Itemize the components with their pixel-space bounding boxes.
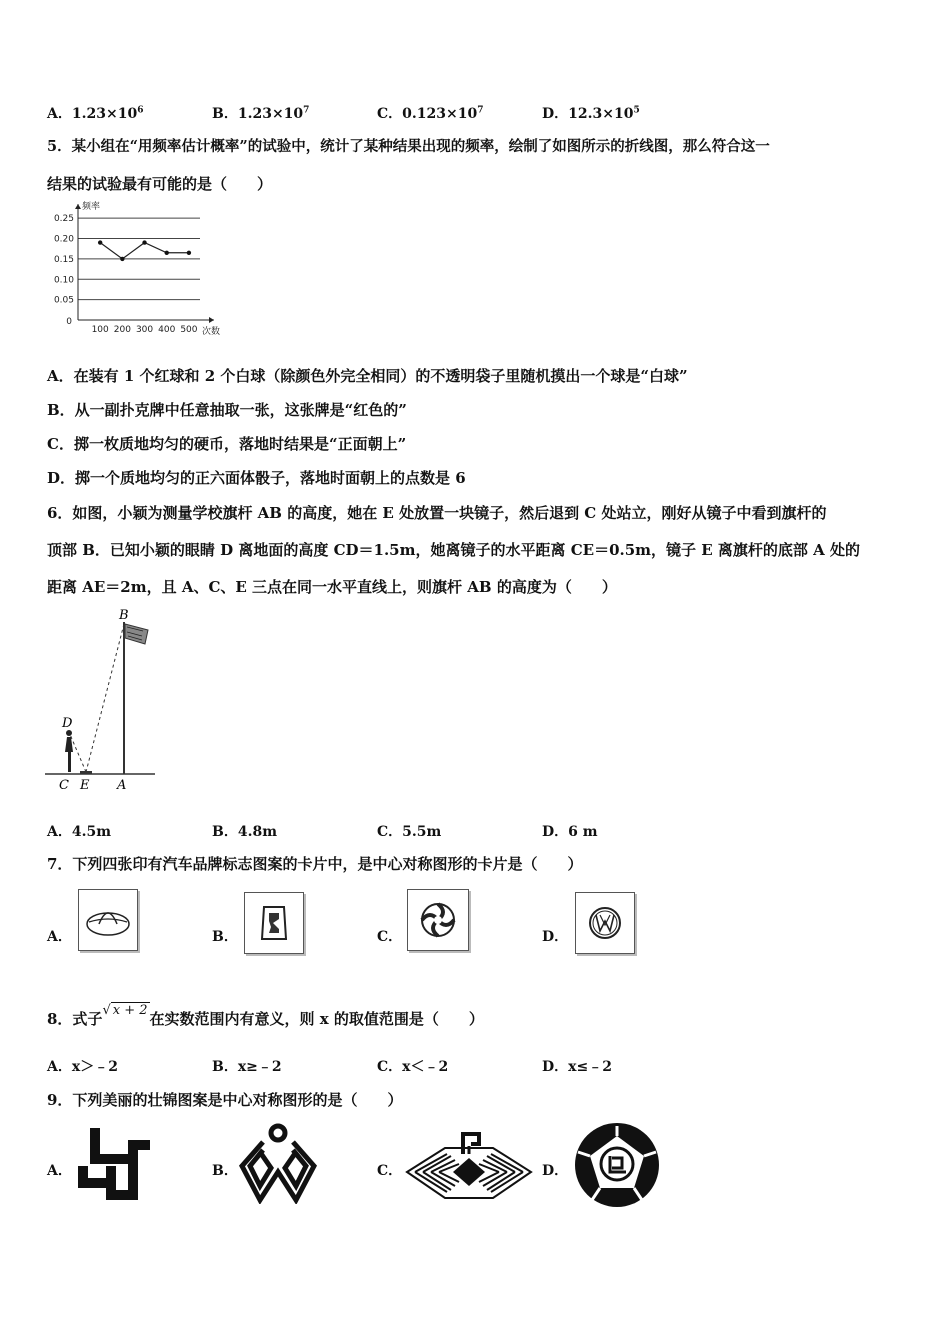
y-tick-label: 0.10 bbox=[53, 275, 74, 286]
q8-radical: √ x + 2 bbox=[102, 1003, 148, 1018]
q6-stem-line3: 距离 AE＝2m，且 A、C、E 三点在同一水平直线上，则旗杆 AB 的高度为（ ） bbox=[47, 578, 617, 596]
x-tick-label: 200 bbox=[113, 325, 131, 335]
data-point bbox=[165, 251, 169, 255]
person-body-icon bbox=[65, 737, 73, 772]
q5-frequency-chart bbox=[40, 200, 230, 340]
q7-stem: 7．下列四张印有汽车品牌标志图案的卡片中，是中心对称图形的卡片是（ ） bbox=[47, 855, 583, 873]
x-tick-label: 400 bbox=[158, 325, 176, 335]
x-axis-label: 次数 bbox=[202, 327, 221, 337]
data-point bbox=[120, 257, 124, 261]
q7-card-c bbox=[407, 889, 469, 951]
q5-stem-line2: 结果的试验最有可能的是（ ） bbox=[47, 175, 273, 193]
origin-label: 0 bbox=[66, 317, 72, 327]
q9-option-c-letter: C． bbox=[377, 1163, 403, 1179]
sight-line-reflected bbox=[86, 624, 124, 772]
y-tick-label: 0.20 bbox=[53, 234, 74, 245]
car-logo-a-icon bbox=[79, 890, 137, 950]
q6-option-c: C．5.5m bbox=[377, 824, 442, 840]
q7-option-c-letter: C． bbox=[377, 929, 403, 945]
data-point bbox=[142, 240, 146, 244]
chart-axes bbox=[75, 204, 214, 323]
q9-option-b-letter: B． bbox=[212, 1163, 238, 1179]
brocade-c-icon bbox=[405, 1124, 533, 1208]
y-tick-label: 0.15 bbox=[53, 254, 74, 265]
brocade-d-icon bbox=[572, 1120, 662, 1210]
x-tick-label: 100 bbox=[91, 325, 109, 335]
q9-option-d-letter: D． bbox=[542, 1163, 569, 1179]
x-tick-label: 500 bbox=[180, 325, 198, 335]
q7-option-d-letter: D． bbox=[542, 929, 569, 945]
q8-suffix: 在实数范围内有意义，则 x 的取值范围是（ ） bbox=[149, 1010, 484, 1028]
q7-card-d bbox=[575, 892, 635, 954]
q7-option-a-letter: A． bbox=[47, 929, 72, 945]
q8-prefix: 8．式子 bbox=[47, 1010, 103, 1028]
q8-option-a: A．x＞﹣2 bbox=[47, 1059, 118, 1075]
label-a: A bbox=[117, 778, 127, 793]
y-axis-label: 频率 bbox=[82, 202, 101, 212]
q8-option-c: C．x＜﹣2 bbox=[377, 1059, 449, 1075]
x-axis-arrow bbox=[209, 317, 214, 323]
brocade-a-icon bbox=[76, 1126, 152, 1202]
x-tick-label: 300 bbox=[135, 325, 154, 335]
label-b: B bbox=[119, 608, 129, 623]
chart-series bbox=[98, 240, 191, 261]
q5-option-d: D．掷一个质地均匀的正六面体骰子，落地时面朝上的点数是 6 bbox=[47, 469, 466, 487]
q8-stem bbox=[47, 1003, 484, 1031]
label-d: D bbox=[62, 716, 73, 731]
q5-stem-line1: 5．某小组在“用频率估计概率”的试验中，统计了某种结果出现的频率，绘制了如图所示的折线图，那么符合这一 bbox=[47, 138, 770, 155]
car-logo-d-icon bbox=[576, 893, 634, 953]
q8-radicand: x + 2 bbox=[112, 1003, 148, 1018]
q5-option-c: C．掷一枚质地均匀的硬币，落地时结果是“正面朝上” bbox=[47, 435, 407, 453]
data-point bbox=[187, 251, 191, 255]
q4-option-a: A．$1.23\times 10^6$ bbox=[47, 105, 144, 122]
chart-grid bbox=[78, 218, 200, 299]
label-c: C bbox=[59, 778, 69, 793]
q7-option-b-letter: B． bbox=[212, 929, 238, 945]
q6-flagpole-diagram bbox=[40, 600, 170, 800]
y-tick-label: 0.05 bbox=[53, 295, 74, 306]
brocade-b-icon bbox=[238, 1122, 318, 1204]
q5-option-b: B．从一副扑克牌中任意抽取一张，这张牌是“红色的” bbox=[47, 401, 407, 419]
q6-stem-line2: 顶部 B．已知小颖的眼睛 D 离地面的高度 CD＝1.5m，她离镜子的水平距离 CE＝0.5m，镜子 E 离旗杆的底部 A 处的 bbox=[47, 541, 861, 559]
q6-stem-line1: 6．如图，小颖为测量学校旗杆 AB 的高度，她在 E 处放置一块镜子，然后退到 C 处站立，刚好从镜子中看到旗杆的 bbox=[47, 504, 827, 522]
q8-option-d: D．x≤﹣2 bbox=[542, 1059, 612, 1075]
q4-option-b: B．$1.23\times 10^7$ bbox=[212, 105, 310, 122]
q6-option-b: B．4.8m bbox=[212, 824, 278, 840]
q8-option-b: B．x≥﹣2 bbox=[212, 1059, 282, 1075]
q4-option-c: C．$0.123\times 10^7$ bbox=[377, 105, 484, 122]
q9-option-a-letter: A． bbox=[47, 1163, 72, 1179]
y-tick-label: 0.25 bbox=[53, 214, 74, 225]
q6-option-d: D．6 m bbox=[542, 824, 598, 840]
series-line bbox=[100, 243, 189, 259]
q9-stem: 9．下列美丽的壮锦图案是中心对称图形的是（ ） bbox=[47, 1091, 403, 1109]
chart-labels bbox=[54, 200, 220, 337]
data-point bbox=[98, 240, 102, 244]
q5-option-a: A．在装有 1 个红球和 2 个白球（除颜色外完全相同）的不透明袋子里随机摸出一个球是“白球” bbox=[47, 367, 688, 385]
q7-card-b bbox=[244, 892, 304, 954]
q4-option-d: D．$12.3\times 10^5$ bbox=[542, 105, 640, 122]
y-axis-arrow bbox=[75, 204, 81, 209]
label-e: E bbox=[80, 778, 90, 793]
q6-option-a: A．4.5m bbox=[47, 824, 112, 840]
car-logo-b-icon bbox=[245, 893, 303, 953]
mirror-icon bbox=[80, 771, 92, 774]
q7-card-a bbox=[78, 889, 138, 951]
car-logo-c-icon bbox=[408, 890, 468, 950]
